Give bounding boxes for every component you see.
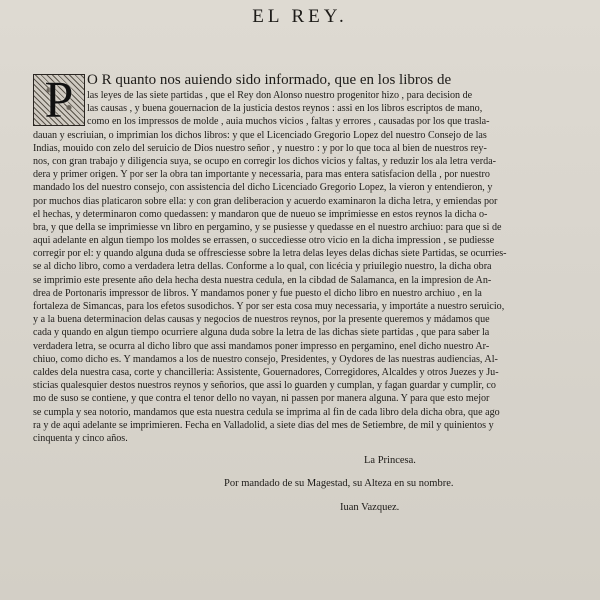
text-line: por muchos dias platicaron sobre ella: y con gran deliberacion y acuerdo examinaron la dicha letra, y emiendas por [33, 195, 498, 207]
by-order-line: Por mandado de su Magestad, su Alteza en su nombre. [224, 478, 454, 489]
text-line: caldes dela nuestra casa, corte y chancilleria: Assistente, Gouernadores, Corregidores, Alcaldes y otros Juezes y Ju- [33, 366, 499, 378]
text-line: se al dicho libro, como a verdadera letra dellas. Conforme a lo qual, con licécia y priuilegio nuestro, la dicha obra [33, 261, 492, 273]
text-line: mo de suso se contiene, y que contra el tenor dello no vayan, ni passen por manera alguna. Y para que esto mejor [33, 393, 490, 405]
text-line: mandado los del nuestro consejo, con assistencia del dicho Licenciado Gregorio Lopez, la vieron y entendieron, y [33, 182, 493, 194]
text-line: verdadera letra, se ocurra al dicho libro que assi mandamos poner impresso en pergamino, enel dicho nuestro Ar- [33, 340, 490, 352]
decree-body [33, 72, 529, 445]
text-line: se cumpla y sea notorio, mandamos que esta nuestra cedula se imprima al fin de cada libro dela dicha obra, que ago [33, 406, 500, 418]
text-line: bra, y que della se imprimiesse vn libro en pergamino, y se pusiesse y quedasse en el nuestro archiuo: para que si de [33, 221, 502, 233]
secretary-signature: Iuan Vazquez. [340, 502, 400, 513]
text-line: se imprimio este presente año dela hecha desta nuestra cedula, en la cibdad de Salamanca, en la impresion de An- [33, 274, 492, 286]
signature-princesa: La Princesa. [364, 455, 416, 466]
text-line: las leyes de las siete partidas , que el Rey don Alonso nuestro progenitor hizo , para decision de [87, 90, 473, 101]
text-line: cada y quando en algun tiempo ocurriere alguna duda sobre la letra de las dichas siete partidas , que para saber la [33, 327, 490, 339]
text-line: fortaleza de Simancas, para los efetos susodichos. Y por ser esta cosa muy necessaria, y importáte a nuestro seruicio, [33, 301, 505, 312]
page-title: EL REY. [252, 6, 348, 27]
text-line: chiuo, como dicho es. Y mandamos a los de nuestro consejo, Presidentes, y Oydores de las nuestras audiencias, Al- [33, 353, 498, 365]
text-line: como en los impressos de molde , auia muchos vicios , faltas y errores , causadas por los que trasla- [87, 116, 490, 128]
text-line: drea de Portonaris impressor de libros. Y mandamos poner y fue puesto el dicho libro en nuestro archiuo , en la [33, 287, 482, 299]
text-line: aqui adelante en algun tiempo los moldes se errassen, o succediesse otro vicio en la dicha impression , se pudiesse [33, 235, 495, 247]
text-line: y a la buena determinacion delas causas y negocios de nuestros reynos, por la presente queremos y mádamos que [33, 314, 490, 326]
text-line: nos, con gran trabajo y diligencia suya, se ocupo en corregir los dichos vicios y faltas, y reduzir los ala letra verda- [33, 155, 497, 167]
text-line: cinquenta y cinco años. [33, 432, 128, 444]
text-line: ra y de aqui adelante se imprimieren. Fecha en Valladolid, a siete dias del mes de Setiembre, de mil y quinientos y [33, 419, 494, 431]
text-line: dera y primer origen. Y por ser la obra tan importante y necessaria, para mas entera satisfacion della , por nuestro [33, 169, 490, 181]
text-line: las causas , y buena gouernacion de la justicia destos reynos : assi en los libros escriptos de mano, [87, 103, 483, 115]
text-line: Indias, mouido con zelo del seruicio de Dios nuestro señor , y nuestro : y por lo que toca al bien de nuestros rey- [33, 142, 487, 154]
text-line: sticias qualesquier destos nuestros reynos y señorios, que assi lo guarden y cumplan, y fagan guardar y cumplir, co [33, 380, 496, 392]
text-line: corregir por el: y quando alguna duda se offresciesse sobre la letra delas leyes delas dichas siete Partidas, se ocurries- [33, 248, 507, 260]
dropcap-letter: P [44, 71, 74, 129]
text-line: O R quanto nos auiendo sido informado, que en los libros de [87, 72, 452, 88]
text-line: dauan y escriuian, o imprimian los dichos libros: y que el Licenciado Gregorio Lopez del nuestro Consejo de las [33, 129, 487, 141]
text-line: el hechas, y determinaron como quedassen: y mandaron que de nueuo se imprimiesse en estos reynos la dicha o- [33, 208, 488, 220]
